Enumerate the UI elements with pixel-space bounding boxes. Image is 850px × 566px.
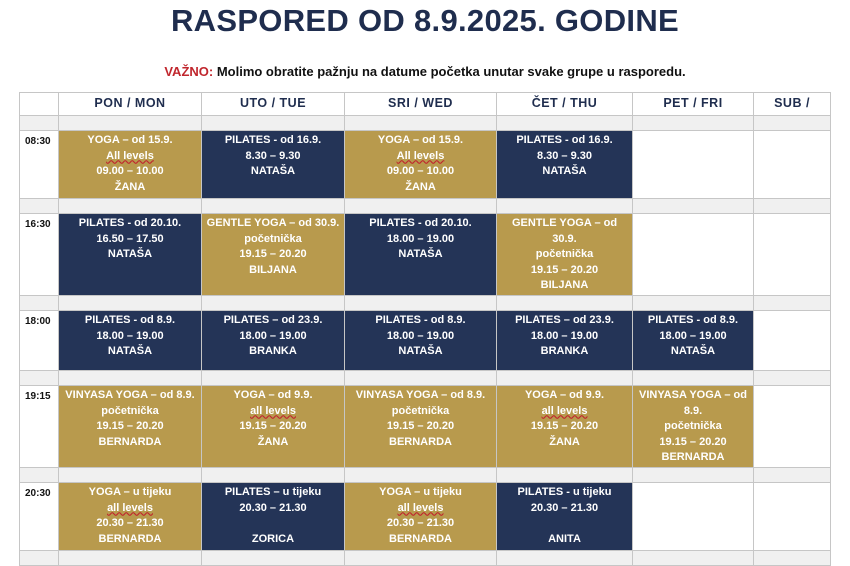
- class-cell: [345, 386, 497, 468]
- class-line: GENTLE YOGA – od 30.9.: [206, 217, 340, 229]
- spacer-cell: [20, 468, 59, 483]
- class-cell: [202, 386, 345, 468]
- header-row: [20, 93, 831, 116]
- empty-cell: [754, 311, 831, 371]
- class-cell: [497, 131, 633, 199]
- class-line: početnička: [535, 248, 594, 261]
- spacer-cell: [345, 296, 497, 311]
- class-line: NATAŠA: [107, 248, 153, 261]
- spacer-cell: [633, 551, 754, 566]
- class-cell: [59, 214, 202, 296]
- class-line: BERNARDA: [98, 435, 162, 448]
- class-line: BERNARDA: [98, 532, 162, 545]
- class-cell: [59, 386, 202, 468]
- class-line: 09.00 – 10.00: [96, 165, 164, 178]
- spacer-row: [20, 296, 831, 311]
- class-line: All levels: [106, 149, 154, 162]
- time-slot-row: [20, 214, 831, 296]
- spacer-cell: [497, 551, 633, 566]
- class-line: YOGA – u tijeku: [379, 486, 462, 498]
- time-label: 20:30: [20, 483, 59, 551]
- spacer-row: [20, 551, 831, 566]
- class-cell: [202, 483, 345, 551]
- day-header: PON / MON: [59, 93, 202, 116]
- spacer-cell: [20, 371, 59, 386]
- class-cell: [345, 214, 497, 296]
- class-line: BILJANA: [540, 279, 589, 292]
- class-line: 20.30 – 21.30: [530, 501, 599, 514]
- spacer-cell: [633, 468, 754, 483]
- class-line: 19.15 – 20.20: [239, 420, 307, 433]
- class-line: početnička: [664, 420, 722, 433]
- class-line: all levels: [107, 501, 153, 514]
- class-line: PILATES – od 23.9.: [223, 314, 323, 326]
- spacer-row: [20, 371, 831, 386]
- spacer-cell: [754, 116, 831, 131]
- empty-cell: [633, 483, 754, 551]
- class-cell: [497, 214, 633, 296]
- spacer-cell: [754, 468, 831, 483]
- class-line: 30.9.: [552, 232, 577, 245]
- class-line: 8.30 – 9.30: [536, 149, 593, 162]
- day-header: UTO / TUE: [202, 93, 345, 116]
- empty-cell: [754, 386, 831, 468]
- spacer-cell: [20, 296, 59, 311]
- day-header: SRI / WED: [345, 93, 497, 116]
- spacer-cell: [202, 116, 345, 131]
- class-line: YOGA – u tijeku: [88, 486, 172, 498]
- schedule-table: [19, 92, 831, 566]
- time-slot-row: [20, 386, 831, 468]
- empty-cell: [754, 131, 831, 199]
- time-slot-row: [20, 131, 831, 199]
- class-cell: [345, 311, 497, 371]
- class-cell: [59, 311, 202, 371]
- spacer-cell: [633, 199, 754, 214]
- spacer-cell: [59, 296, 202, 311]
- spacer-cell: [59, 551, 202, 566]
- day-header: SUB /: [754, 93, 831, 116]
- class-line: BRANKA: [540, 345, 589, 358]
- class-line: 18.00 – 19.00: [530, 329, 599, 342]
- class-line: 19.15 – 20.20: [530, 263, 599, 276]
- empty-cell: [633, 214, 754, 296]
- class-cell: [633, 311, 754, 371]
- class-line: početnička: [391, 404, 450, 417]
- schedule-body: [20, 93, 831, 566]
- day-header: PET / FRI: [633, 93, 754, 116]
- class-line: 18.00 – 19.00: [386, 329, 455, 342]
- class-cell: [202, 311, 345, 371]
- class-cell: [59, 483, 202, 551]
- time-slot-row: [20, 483, 831, 551]
- class-line: YOGA – od 9.9.: [233, 389, 313, 401]
- spacer-cell: [497, 371, 633, 386]
- class-line: NATAŠA: [398, 248, 443, 261]
- class-line: ŽANA: [405, 180, 436, 193]
- class-line: početnička: [244, 232, 302, 245]
- spacer-cell: [59, 371, 202, 386]
- spacer-cell: [633, 296, 754, 311]
- class-line: 20.30 – 21.30: [386, 517, 455, 530]
- class-line: PILATES - u tijeku: [517, 486, 612, 498]
- class-line: ŽANA: [257, 435, 289, 448]
- class-line: NATAŠA: [250, 165, 296, 178]
- time-label: 19:15: [20, 386, 59, 468]
- empty-cell: [754, 214, 831, 296]
- class-line: NATAŠA: [107, 345, 153, 358]
- class-line: All levels: [396, 149, 445, 162]
- class-line: PILATES - od 20.10.: [78, 217, 182, 229]
- class-line: 18.00 – 19.00: [659, 329, 727, 342]
- class-line: 8.30 – 9.30: [245, 149, 301, 162]
- class-line: 20.30 – 21.30: [96, 517, 164, 530]
- class-line: PILATES - od 20.10.: [369, 217, 472, 229]
- spacer-row: [20, 468, 831, 483]
- class-cell: [345, 483, 497, 551]
- class-line: PILATES - od 8.9.: [375, 314, 466, 326]
- class-line: ŽANA: [549, 435, 580, 448]
- class-cell: [345, 131, 497, 199]
- class-line: PILATES - od 16.9.: [516, 134, 613, 146]
- spacer-cell: [202, 551, 345, 566]
- class-line: all levels: [250, 404, 296, 417]
- class-line: 20.30 – 21.30: [239, 501, 307, 514]
- class-line: 19.15 – 20.20: [239, 248, 307, 261]
- class-line: 19.15 – 20.20: [530, 420, 599, 433]
- notice-text: Molimo obratite pažnju na datume početka unutar svake grupe u rasporedu.: [213, 64, 686, 79]
- class-line: 19.15 – 20.20: [659, 435, 727, 448]
- spacer-cell: [754, 199, 831, 214]
- spacer-cell: [345, 371, 497, 386]
- page-title: RASPORED OD 8.9.2025. GODINE: [170, 3, 679, 38]
- spacer-cell: [20, 551, 59, 566]
- class-line: VINYASA YOGA – od: [639, 389, 747, 401]
- class-line: YOGA – od 15.9.: [87, 134, 173, 146]
- class-line: 19.15 – 20.20: [386, 420, 455, 433]
- spacer-row: [20, 199, 831, 214]
- spacer-cell: [754, 371, 831, 386]
- class-cell: [633, 386, 754, 468]
- spacer-cell: [202, 199, 345, 214]
- spacer-cell: [633, 116, 754, 131]
- class-line: NATAŠA: [670, 345, 716, 358]
- class-cell: [202, 214, 345, 296]
- spacer-row: [20, 116, 831, 131]
- spacer-cell: [59, 199, 202, 214]
- class-cell: [497, 483, 633, 551]
- spacer-cell: [633, 371, 754, 386]
- spacer-cell: [20, 116, 59, 131]
- spacer-cell: [497, 468, 633, 483]
- class-line: 18.00 – 19.00: [386, 232, 455, 245]
- time-label: 16:30: [20, 214, 59, 296]
- notice: [0, 64, 850, 79]
- class-line: [202, 516, 344, 532]
- time-label: 08:30: [20, 131, 59, 199]
- class-line: ŽANA: [114, 180, 146, 193]
- class-cell: [497, 311, 633, 371]
- day-header: ČET / THU: [497, 93, 633, 116]
- class-line: PILATES - od 8.9.: [84, 314, 176, 326]
- spacer-cell: [497, 116, 633, 131]
- class-line: BILJANA: [249, 263, 297, 276]
- spacer-cell: [20, 199, 59, 214]
- class-line: BERNARDA: [389, 532, 452, 545]
- spacer-cell: [497, 296, 633, 311]
- class-line: 18.00 – 19.00: [96, 329, 164, 342]
- class-line: 8.9.: [683, 404, 703, 417]
- class-line: 16.50 – 17.50: [96, 232, 164, 245]
- class-line: početnička: [101, 404, 159, 417]
- class-cell: [59, 131, 202, 199]
- spacer-cell: [345, 468, 497, 483]
- class-line: BERNARDA: [661, 451, 725, 464]
- spacer-cell: [59, 468, 202, 483]
- class-line: NATAŠA: [398, 345, 443, 358]
- spacer-cell: [59, 116, 202, 131]
- class-cell: [497, 386, 633, 468]
- class-line: BERNARDA: [389, 435, 452, 448]
- class-line: YOGA – od 9.9.: [524, 389, 605, 401]
- spacer-cell: [202, 371, 345, 386]
- class-line: PILATES – od 23.9.: [515, 314, 614, 326]
- class-line: ANITA: [548, 532, 581, 545]
- spacer-cell: [754, 551, 831, 566]
- notice-label: VAŽNO:: [164, 64, 214, 79]
- class-line: VINYASA YOGA – od 8.9.: [65, 389, 195, 401]
- spacer-cell: [202, 296, 345, 311]
- empty-cell: [633, 131, 754, 199]
- class-line: PILATES – u tijeku: [224, 486, 322, 498]
- spacer-cell: [345, 116, 497, 131]
- class-line: all levels: [397, 501, 444, 514]
- class-line: [497, 516, 632, 532]
- empty-cell: [754, 483, 831, 551]
- time-label: 18:00: [20, 311, 59, 371]
- corner-cell: [20, 93, 59, 116]
- class-cell: [202, 131, 345, 199]
- class-line: all levels: [541, 404, 588, 417]
- spacer-cell: [345, 199, 497, 214]
- class-line: PILATES - od 8.9.: [647, 314, 739, 326]
- spacer-cell: [202, 468, 345, 483]
- class-line: VINYASA YOGA – od 8.9.: [355, 389, 486, 401]
- class-line: 09.00 – 10.00: [386, 165, 455, 178]
- spacer-cell: [497, 199, 633, 214]
- class-line: NATAŠA: [542, 165, 587, 178]
- time-slot-row: [20, 311, 831, 371]
- class-line: PILATES - od 16.9.: [224, 134, 322, 146]
- spacer-cell: [754, 296, 831, 311]
- class-line: BRANKA: [249, 345, 297, 358]
- class-line: YOGA – od 15.9.: [377, 134, 464, 146]
- spacer-cell: [345, 551, 497, 566]
- class-line: GENTLE YOGA – od: [511, 217, 618, 229]
- class-line: ZORICA: [251, 532, 295, 545]
- class-line: 19.15 – 20.20: [96, 420, 164, 433]
- class-line: 18.00 – 19.00: [239, 329, 307, 342]
